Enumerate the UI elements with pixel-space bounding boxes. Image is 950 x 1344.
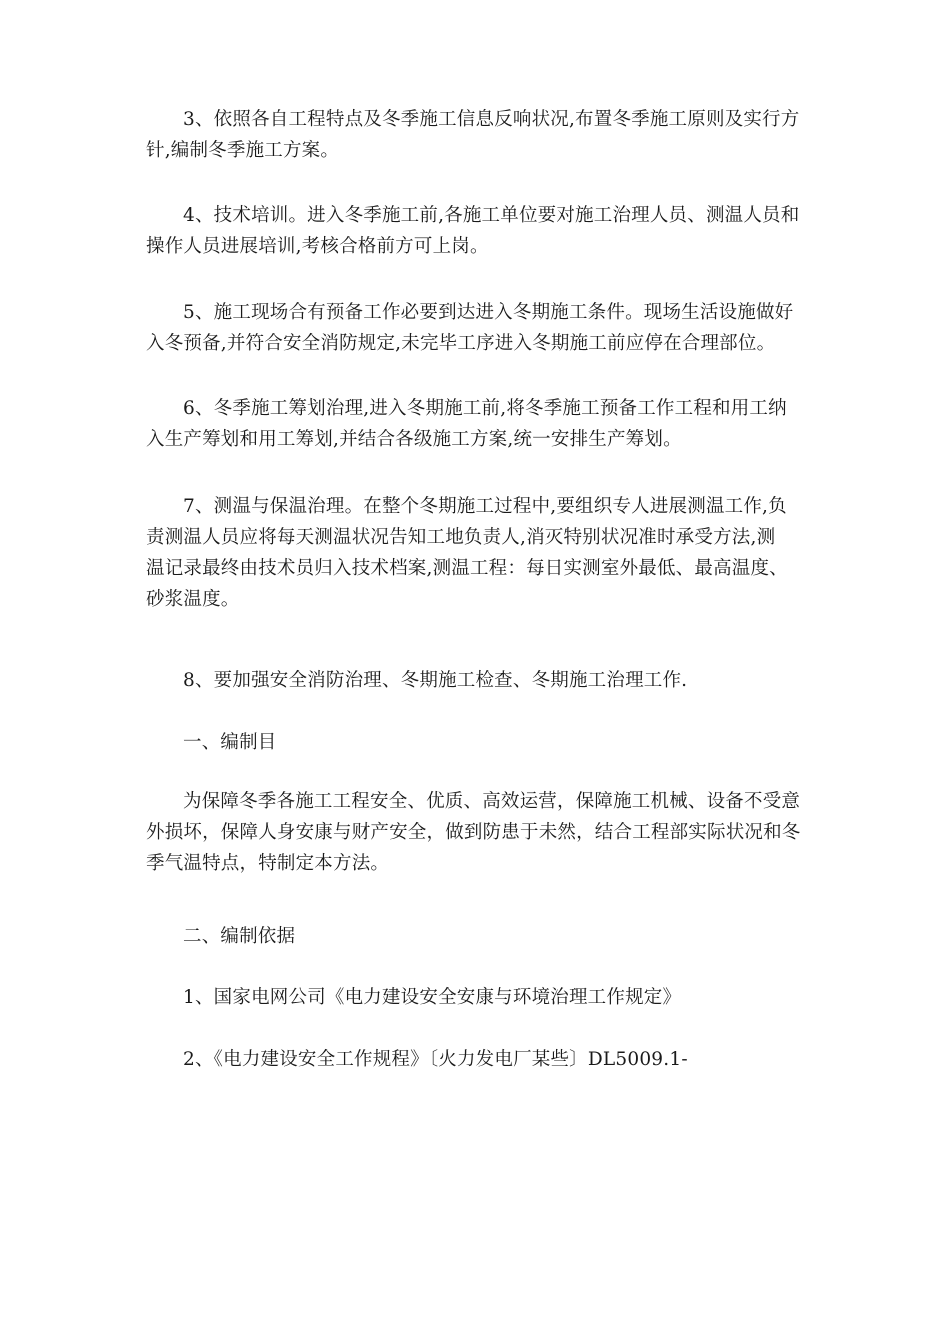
paragraph-line: 责测温人员应将每天测温状况告知工地负责人,消灭特别状况准时承受方法,测 (146, 527, 776, 548)
paragraph-line: 3、依照各自工程特点及冬季施工信息反响状况,布置冬季施工原则及实行方 (183, 109, 800, 130)
paragraph-item-3 (146, 104, 810, 166)
paragraph-item-5 (146, 297, 810, 359)
paragraph-basis-item-2 (146, 1044, 810, 1075)
paragraph-line: 入生产筹划和用工筹划,并结合各级施工方案,统一安排生产筹划。 (146, 429, 682, 450)
paragraph-item-4 (146, 200, 810, 262)
paragraph-line: 砂浆温度。 (146, 589, 240, 610)
paragraph-line: 针,编制冬季施工方案。 (146, 140, 340, 161)
paragraph-line: 温记录最终由技术员归入技术档案,测温工程：每日实测室外最低、最高温度、 (146, 558, 788, 579)
paragraph-line: 为保障冬季各施工工程安全、优质、高效运营，保障施工机械、设备不受意 (183, 791, 801, 812)
paragraph-line: 2、《电力建设安全工作规程》〔火力发电厂某些〕DL5009.1- (183, 1049, 688, 1070)
paragraph-line: 8、要加强安全消防治理、冬期施工检查、冬期施工治理工作. (183, 670, 688, 691)
paragraph-line: 4、技术培训。进入冬季施工前,各施工单位要对施工治理人员、测温人员和 (183, 205, 800, 226)
paragraph-line: 外损坏，保障人身安康与财产安全，做到防患于未然，结合工程部实际状况和冬 (146, 822, 801, 843)
paragraph-line: 1、国家电网公司《电力建设安全安康与环境治理工作规定》 (183, 987, 682, 1008)
section-heading-purpose (146, 727, 810, 758)
paragraph-line: 7、测温与保温治理。在整个冬期施工过程中,要组织专人进展测温工作,负 (183, 496, 787, 517)
paragraph-line: 5、施工现场合有预备工作必要到达进入冬期施工条件。现场生活设施做好 (183, 302, 794, 323)
paragraph-line: 6、冬季施工筹划治理,进入冬期施工前,将冬季施工预备工作工程和用工纳 (183, 398, 787, 419)
paragraph-line: 季气温特点，特制定本方法。 (146, 853, 390, 874)
paragraph-line: 操作人员进展培训,考核合格前方可上岗。 (146, 236, 489, 257)
paragraph-line: 入冬预备,并符合安全消防规定,未完毕工序进入冬期施工前应停在合理部位。 (146, 333, 776, 354)
heading-line: 一、编制目 (183, 732, 277, 753)
paragraph-item-6 (146, 393, 810, 455)
section-heading-basis (146, 921, 810, 952)
heading-line: 二、编制依据 (183, 926, 296, 947)
paragraph-basis-item-1 (146, 982, 810, 1013)
paragraph-purpose-body (146, 786, 810, 879)
paragraph-item-7 (146, 491, 810, 615)
paragraph-item-8 (146, 665, 810, 696)
